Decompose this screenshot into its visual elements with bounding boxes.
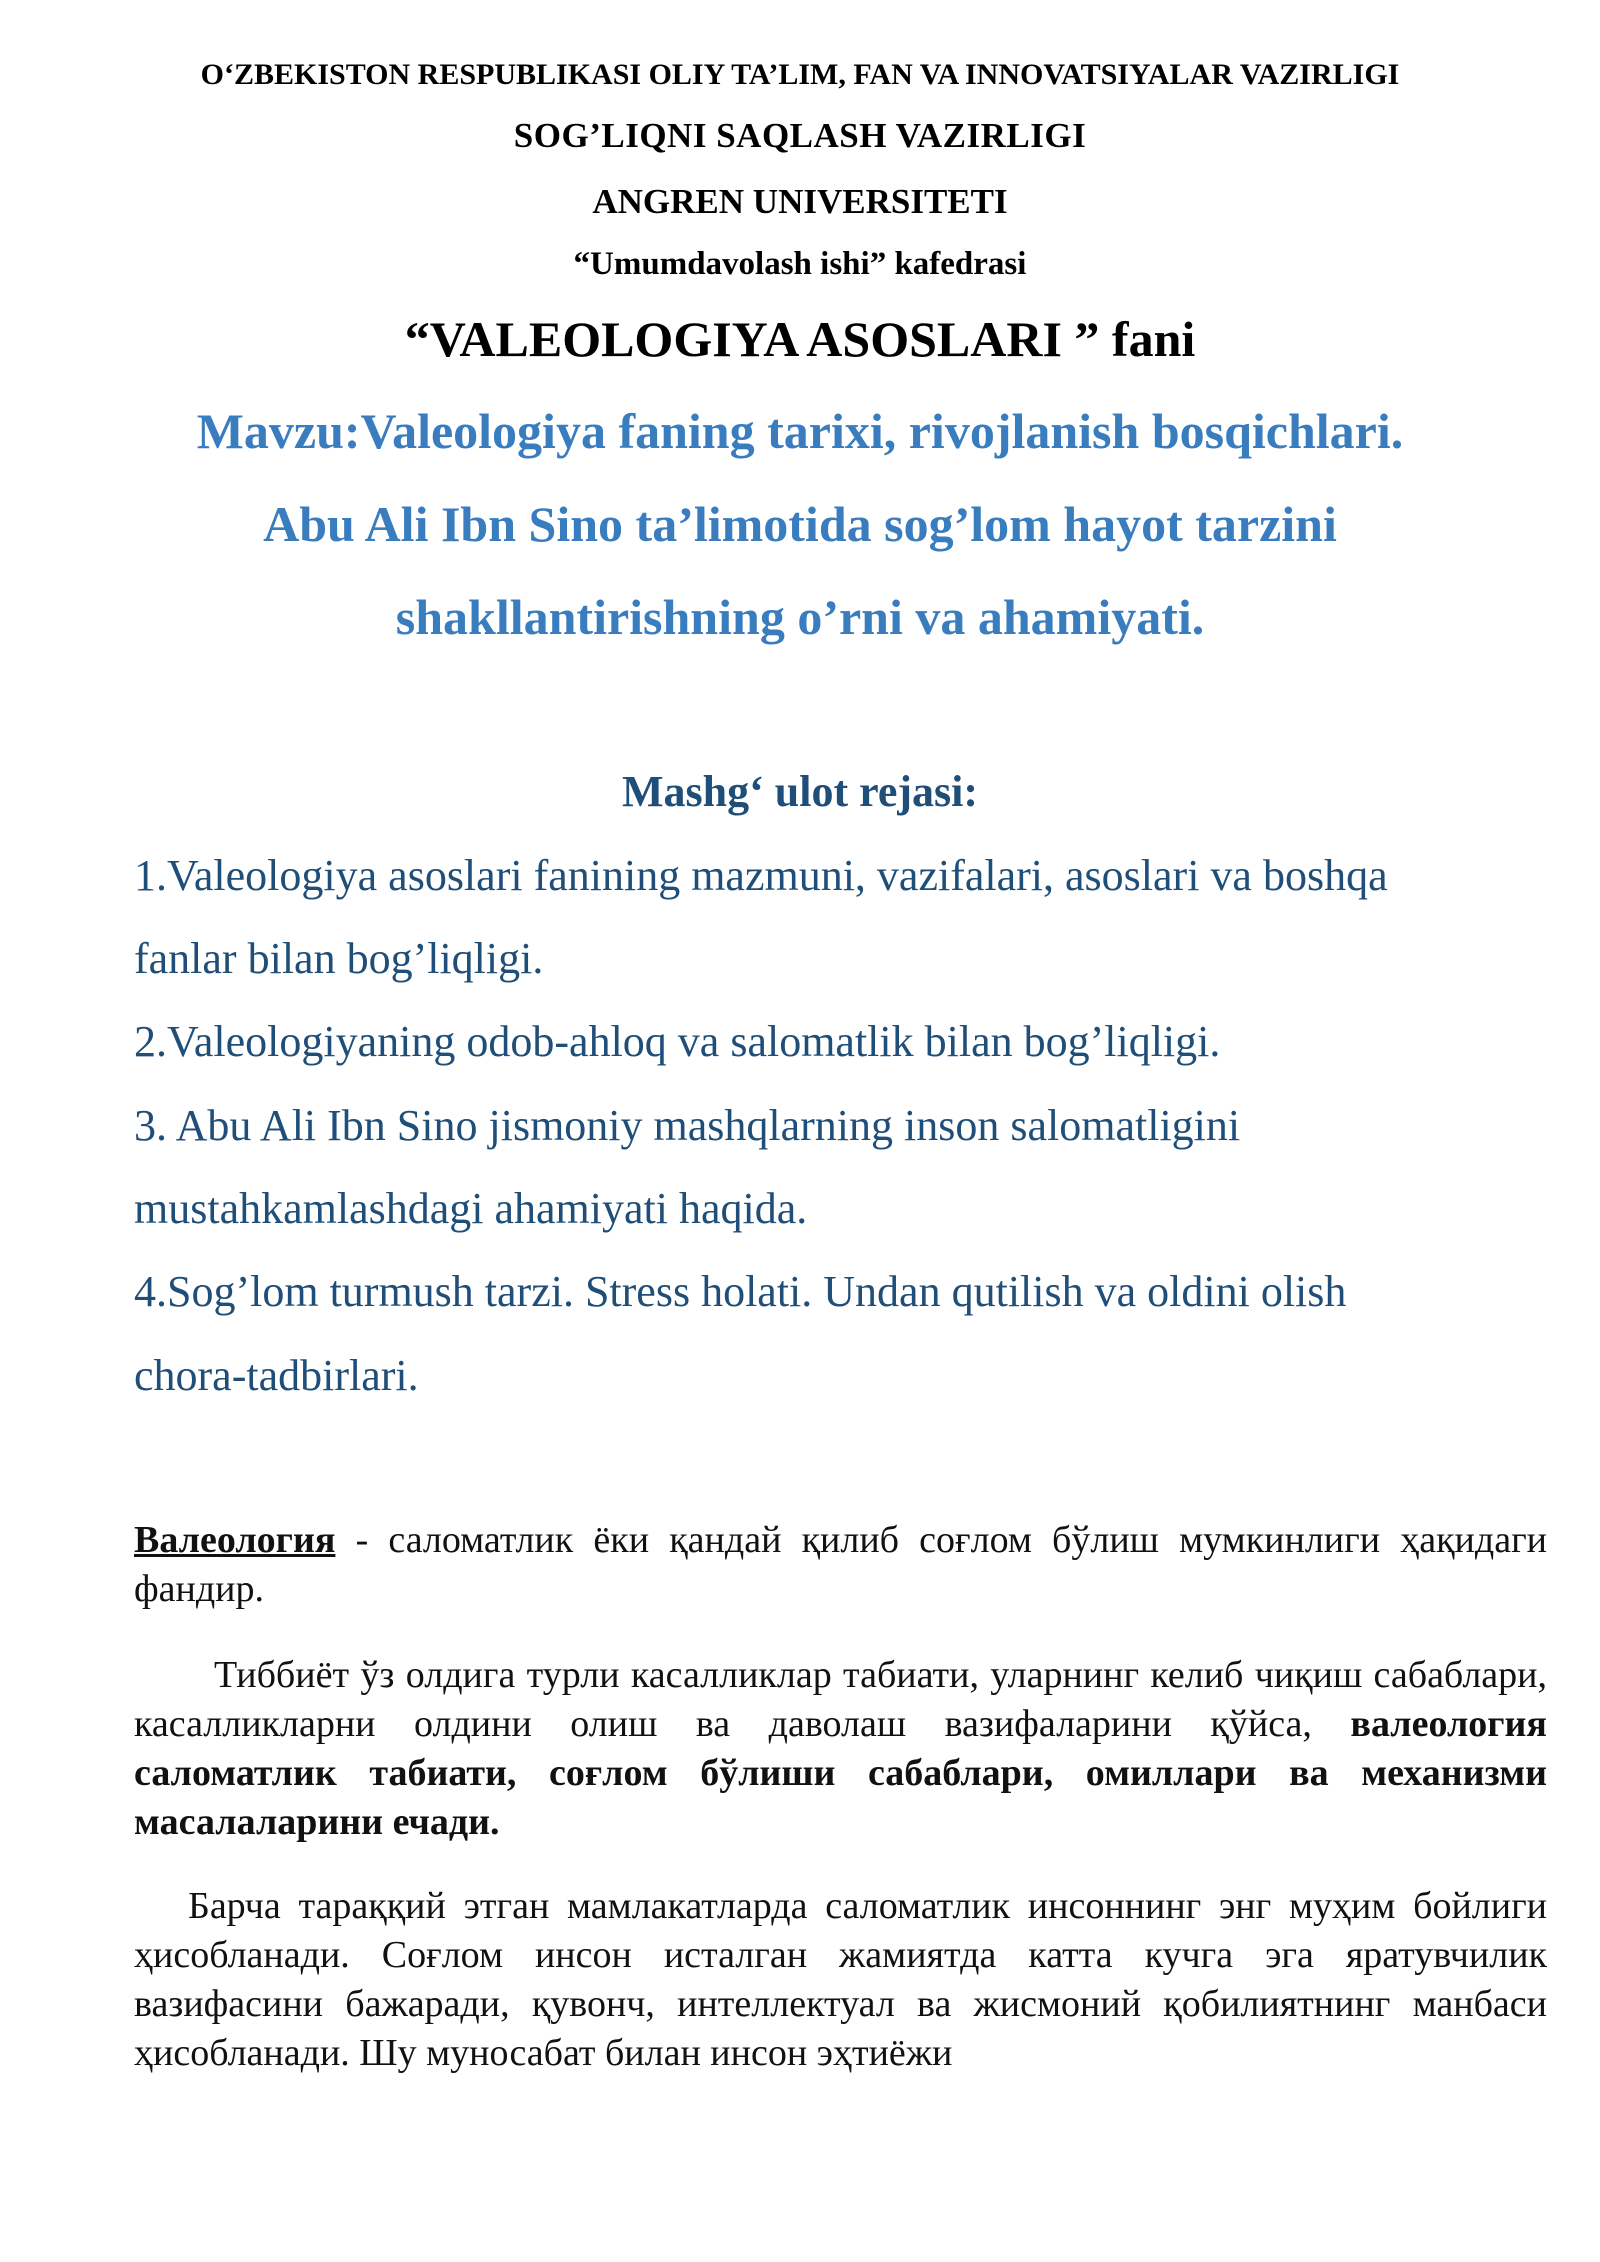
- university-heading: ANGREN UNIVERSITETI: [592, 182, 1008, 221]
- topic-line-3: shakllantirishning o’rni va ahamiyati.: [395, 589, 1205, 645]
- topic-line-2: Abu Ali Ibn Sino ta’limotida sog’lom hayot tarzini: [263, 496, 1337, 552]
- subject-title: “VALEOLOGIYA ASOSLARI ” fani: [404, 311, 1196, 367]
- medicine-bold-text: валеология саломатлик табиати, соғлом бўлиши сабаблари, омиллари ва механизми масалаларини ечади.: [134, 1703, 1547, 1843]
- health-paragraph: [134, 1882, 1547, 2078]
- valeology-term: Валеология: [134, 1519, 336, 1561]
- plan-line: 2.Valeologiyaning odob-ahloq va salomatlik bilan bog’liqligi.: [134, 1017, 1221, 1066]
- department-heading: “Umumdavolash ishi” kafedrasi: [573, 246, 1027, 282]
- plan-line: 3. Abu Ali Ibn Sino jismoniy mashqlarning inson salomatligini: [134, 1101, 1241, 1150]
- definition-paragraph: [134, 1516, 1547, 1614]
- plan-line: 4.Sog’lom turmush tarzi. Stress holati. Undan qutilish va oldini olish: [134, 1267, 1347, 1316]
- plan-line: chora-tadbirlari.: [134, 1351, 419, 1400]
- ministry-heading: O‘ZBEKISTON RESPUBLIKASI OLIY TA’LIM, FAN VA INNOVATSIYALAR VAZIRLIGI: [200, 58, 1400, 91]
- health-text: Барча тараққий этган мамлакатларда саломатлик инсоннинг энг муҳим бойлиги ҳисобланади. Соғлом инсон исталган жамиятда катта кучга эга яратувчилик вазифасини бажаради, қувонч, интеллектуал ва жисмоний қобилиятнинг манбаси ҳисобланади. Шу муносабат билан инсон эҳтиёжи: [134, 1885, 1547, 2074]
- medicine-paragraph: [134, 1651, 1547, 1847]
- definition-text: - саломатлик ёки қандай қилиб соғлом бўлиш мумкинлиги ҳақидаги фандир.: [134, 1519, 1547, 1610]
- ministry2-heading: SOG’LIQNI SAQLASH VAZIRLIGI: [513, 116, 1087, 155]
- plan-line: 1.Valeologiya asoslari fanining mazmuni, vazifalari, asoslari va boshqa: [134, 851, 1388, 900]
- plan-line: fanlar bilan bog’liqligi.: [134, 934, 544, 983]
- medicine-text: Тиббиёт ўз олдига турли касалликлар табиати, уларнинг келиб чиқиш сабаблари, касалликларни олдини олиш ва даволаш вазифаларини қўйса,: [134, 1654, 1547, 1745]
- topic-line-1: Mavzu:Valeologiya faning tarixi, rivojlanish bosqichlari.: [196, 403, 1404, 459]
- plan-line: mustahkamlashdagi ahamiyati haqida.: [134, 1184, 808, 1233]
- plan-title: Mashg‘ ulot rejasi:: [621, 767, 979, 816]
